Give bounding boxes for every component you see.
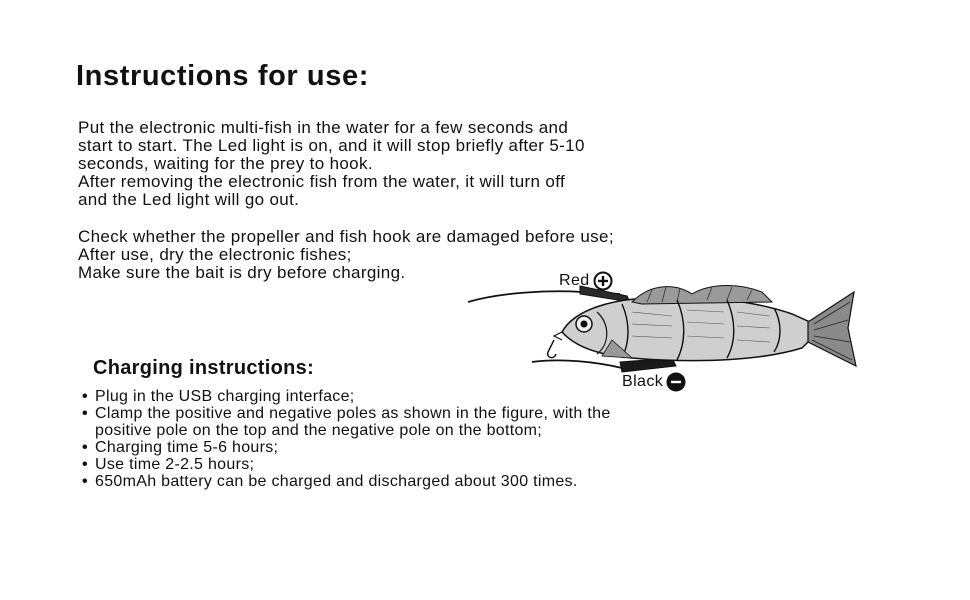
page-title: Instructions for use:	[76, 60, 369, 92]
list-item-text: 650mAh battery can be charged and discharged about 300 times.	[95, 473, 578, 490]
list-item-text: positive pole on the top and the negative pole on the bottom;	[95, 422, 543, 439]
list-item-text: Charging time 5-6 hours;	[95, 439, 279, 456]
red-label-text: Red	[559, 272, 590, 289]
text-line: and the Led light will go out.	[78, 190, 300, 209]
plus-circle-icon	[593, 271, 613, 291]
bullet-dot: •	[82, 439, 88, 456]
list-item	[82, 388, 611, 405]
minus-circle-icon	[666, 372, 686, 392]
list-item	[82, 456, 611, 473]
list-item-text: Use time 2-2.5 hours;	[95, 456, 255, 473]
charging-list	[82, 388, 611, 490]
list-item	[82, 439, 611, 456]
text-line: After removing the electronic fish from the water, it will turn off	[78, 172, 566, 191]
text-line: seconds, waiting for the prey to hook.	[78, 154, 373, 173]
usage-paragraph	[78, 119, 585, 209]
red-pole-label	[559, 271, 613, 291]
bullet-dot: •	[82, 388, 88, 405]
list-item	[82, 405, 611, 439]
text-line: start to start. The Led light is on, and it will stop briefly after 5-10	[78, 136, 585, 155]
bullet-dot: •	[82, 405, 88, 422]
text-line: Put the electronic multi-fish in the water for a few seconds and	[78, 118, 569, 137]
black-pole-label	[622, 372, 686, 392]
bullet-dot: •	[82, 473, 88, 490]
fish-hook	[548, 340, 556, 358]
black-label-text: Black	[622, 373, 664, 390]
list-item-text: Clamp the positive and negative poles as shown in the figure, with the	[95, 405, 611, 422]
list-item-text: Plug in the USB charging interface;	[95, 388, 355, 405]
list-item	[82, 473, 611, 490]
text-line: Make sure the bait is dry before charging.	[78, 263, 406, 282]
text-line: After use, dry the electronic fishes;	[78, 245, 352, 264]
black-wire	[532, 360, 622, 368]
charging-title: Charging instructions:	[93, 357, 315, 379]
text-line: Check whether the propeller and fish hook are damaged before use;	[78, 227, 614, 246]
fish-body	[548, 286, 856, 367]
bullet-dot: •	[82, 456, 88, 473]
